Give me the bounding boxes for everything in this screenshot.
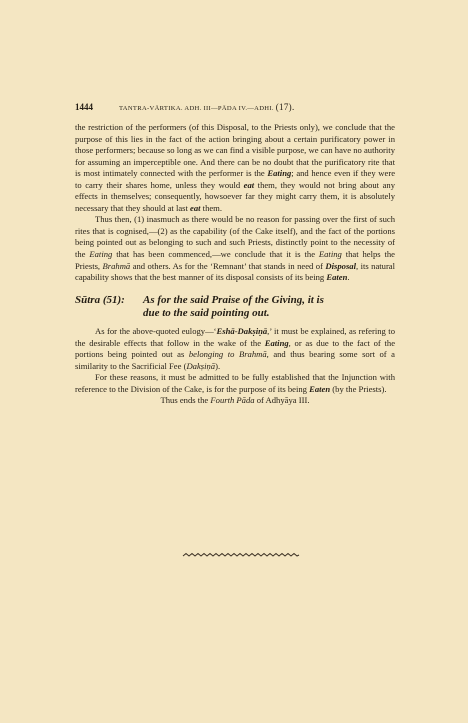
- paragraph-2: [75, 214, 395, 283]
- closing-line: [75, 395, 395, 407]
- text-run: As for the above-quoted eulogy—‘: [95, 326, 217, 337]
- text-run: ).: [215, 360, 221, 371]
- paragraph-4: [75, 372, 395, 395]
- sutra-line-2: due to the said pointing out.: [143, 306, 270, 319]
- paragraph-3: [75, 326, 395, 372]
- emphasis: Fourth Pāda: [210, 395, 255, 406]
- emphasis: belonging to Brahmā: [188, 349, 267, 360]
- text-run: Thus then, (1) inasmuch as there would be no reason for passing over the first of such rites that is cognised,—(2) as the capability (of the Cake itself), and the fact of the portions being pointed out as belonging to such and such Priests, distinctly point to the necessity of the: [75, 214, 395, 260]
- text-run: .: [347, 272, 350, 283]
- text-run: ; and hence even if they were to carry their shares home, unless they would: [75, 168, 396, 190]
- emphasis: Disposal: [325, 260, 356, 271]
- emphasis: Eating: [264, 337, 289, 348]
- running-title-text: TANTRA-VĀRTIKA. ADH. III—PĀDA IV.—ADHI.: [119, 105, 274, 112]
- section-number: (17).: [275, 102, 295, 112]
- emphasis: Eshā-Dakṣiṇā: [216, 326, 268, 337]
- text-run: , its natural capability shows that the best manner of its disposal consists of its being: [75, 260, 396, 283]
- emphasis: Eaten: [309, 383, 331, 394]
- text-run: (by the Priests).: [330, 383, 387, 394]
- emphasis: Eating: [318, 249, 342, 260]
- text-run: , and thus bearing some sort of a similarity to the Sacrificial Fee (: [75, 349, 395, 371]
- page-number: 1444: [75, 102, 93, 112]
- text-run: , or as due to the fact of the portions being pointed out as: [75, 337, 396, 360]
- emphasis: eat: [190, 202, 201, 213]
- emphasis: Eaten: [326, 272, 348, 283]
- text-run: that helps the Priests,: [75, 249, 395, 271]
- text-run: For these reasons, it must be admitted to be fully established that the Injunction with reference to the Division of the Cake, is for the purpose of its being: [75, 372, 395, 394]
- running-title: [119, 102, 295, 112]
- emphasis: Dakṣiṇā: [186, 360, 216, 371]
- page-body: [75, 122, 395, 407]
- text-run: ,’ it must be explained, as refering to the desirable effects that follow in the wake of the: [75, 326, 395, 348]
- text-run: them.: [200, 202, 223, 213]
- text-run: of Adhyāya III.: [254, 395, 310, 406]
- emphasis: eat: [243, 179, 255, 190]
- running-header: [75, 102, 395, 112]
- paragraph-1: [75, 122, 395, 214]
- text-run: Thus ends the: [160, 395, 211, 406]
- sutra-line-1: As for the said Praise of the Giving, it is: [143, 293, 324, 306]
- text-run: them, they would not bring about any effects in themselves; consequently, howsoever far they might carry them, it is absolutely necessary that they should at last: [75, 179, 395, 213]
- emphasis: Brahmā: [102, 260, 131, 271]
- sutra-heading: [75, 294, 395, 320]
- emphasis: Eating: [89, 249, 113, 260]
- text-run: that has been commenced,—we conclude that it is the: [112, 249, 319, 260]
- ornament-divider: [182, 552, 300, 560]
- emphasis: Eating: [267, 168, 292, 179]
- text-run: and others. As for the ‘Remnant’ that stands in need of: [130, 260, 326, 271]
- text-run: the restriction of the performers (of this Disposal, to the Priests only), we conclude that the purpose of this lies in the fact of the action bringing about a certain purificatory power in those performers; because so long as we can find a visible purpose, we can have no authority for assuming an imperceptible one. And there can be no doubt that the purificatory rite that is most intimately connected with the performer is the: [75, 122, 395, 179]
- sutra-label: Sūtra (51):: [75, 293, 125, 306]
